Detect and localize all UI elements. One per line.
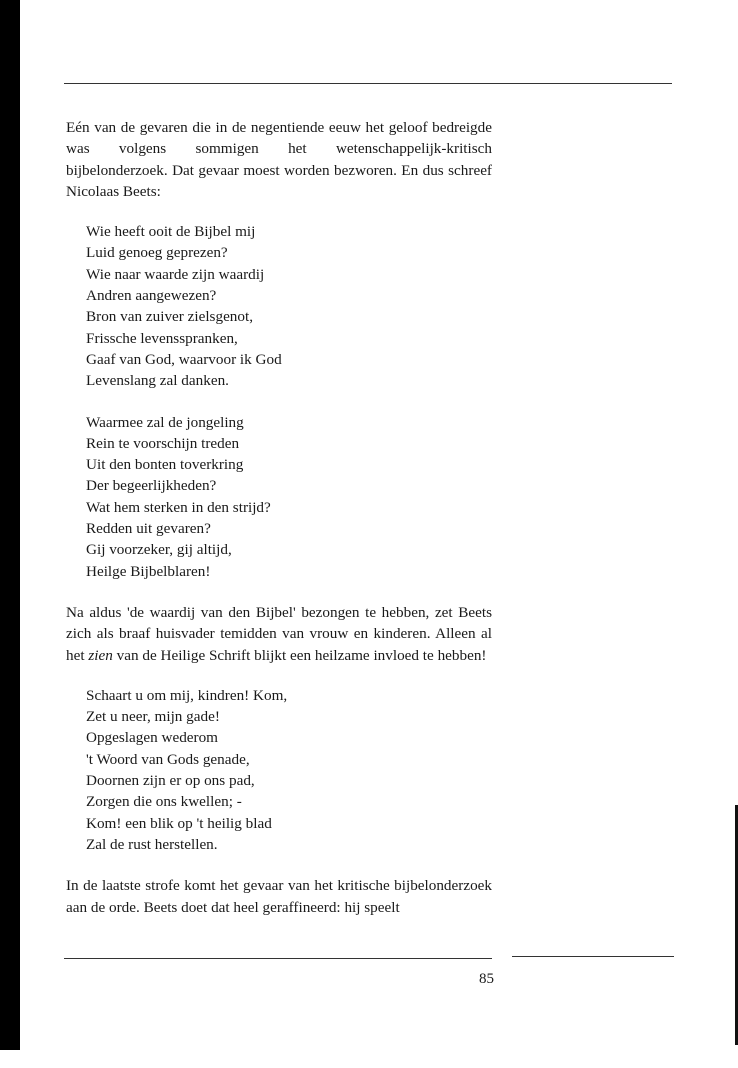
middle-emphasis: zien — [88, 646, 113, 664]
poem-stanza-3 — [86, 685, 492, 855]
poem-line: Rein te voorschijn treden — [86, 434, 240, 452]
bottom-rule — [64, 958, 492, 959]
poem-line: Schaart u om mij, kindren! Kom, — [86, 686, 288, 704]
poem-stanza-2 — [86, 412, 492, 582]
poem-line: Redden uit gevaren? — [86, 520, 211, 538]
intro-paragraph: Eén van de gevaren die in de negentiende eeuw het geloof bedreigde was volgens sommigen het wetenschappelijk-kritisch bijbelonderzoek. Dat gevaar moest worden bezworen. En dus schreef Nicolaas Beets: — [66, 119, 492, 200]
poem-line: 't Woord van Gods genade, — [86, 750, 250, 768]
top-rule — [64, 83, 672, 84]
body-text — [66, 117, 492, 918]
scan-left-border — [0, 0, 20, 1050]
poem-line: Bron van zuiver zielsgenot, — [86, 308, 254, 326]
poem-line: Gaaf van God, waarvoor ik God — [86, 350, 282, 368]
poem-line: Der begeerlijkheden? — [86, 477, 217, 495]
poem-line: Wie heeft ooit de Bijbel mij — [86, 223, 256, 241]
poem-line: Waarmee zal de jongeling — [86, 413, 244, 431]
poem-line: Gij voorzeker, gij altijd, — [86, 541, 232, 559]
bottom-rule-right — [512, 956, 674, 957]
poem-line: Zal de rust herstellen. — [86, 835, 218, 853]
poem-line: Zorgen die ons kwellen; - — [86, 793, 242, 811]
poem-line: Uit den bonten toverkring — [86, 456, 244, 474]
poem-stanza-1 — [86, 221, 492, 391]
poem-line: Kom! een blik op 't heilig blad — [86, 814, 272, 832]
poem-line: Andren aangewezen? — [86, 287, 217, 305]
middle-paragraph — [66, 602, 492, 666]
poem-line: Luid genoeg geprezen? — [86, 244, 228, 262]
middle-text-before: Na aldus 'de waardij van den Bijbel' bezongen te hebben, zet Beets zich als braaf huisvader temidden van vrouw en kinderen. Alleen al het — [66, 603, 492, 664]
poem-line: Frissche levensspranken, — [86, 329, 238, 347]
middle-text-after: van de Heilige Schrift blijkt een heilzame invloed te hebben! — [112, 646, 487, 664]
poem-line: Zet u neer, mijn gade! — [86, 708, 220, 726]
poem-line: Doornen zijn er op ons pad, — [86, 772, 255, 790]
poem-line: Wat hem sterken in den strijd? — [86, 498, 271, 516]
poem-line: Wie naar waarde zijn waardij — [86, 265, 265, 283]
page-number: 85 — [479, 971, 494, 987]
poem-line: Opgeslagen wederom — [86, 729, 219, 747]
poem-line: Levenslang zal danken. — [86, 372, 229, 390]
closing-paragraph: In de laatste strofe komt het gevaar van het kritische bijbelonderzoek aan de orde. Beets doet dat heel geraffineerd: hij speelt — [66, 877, 492, 916]
poem-line: Heilge Bijbelblaren! — [86, 562, 211, 580]
